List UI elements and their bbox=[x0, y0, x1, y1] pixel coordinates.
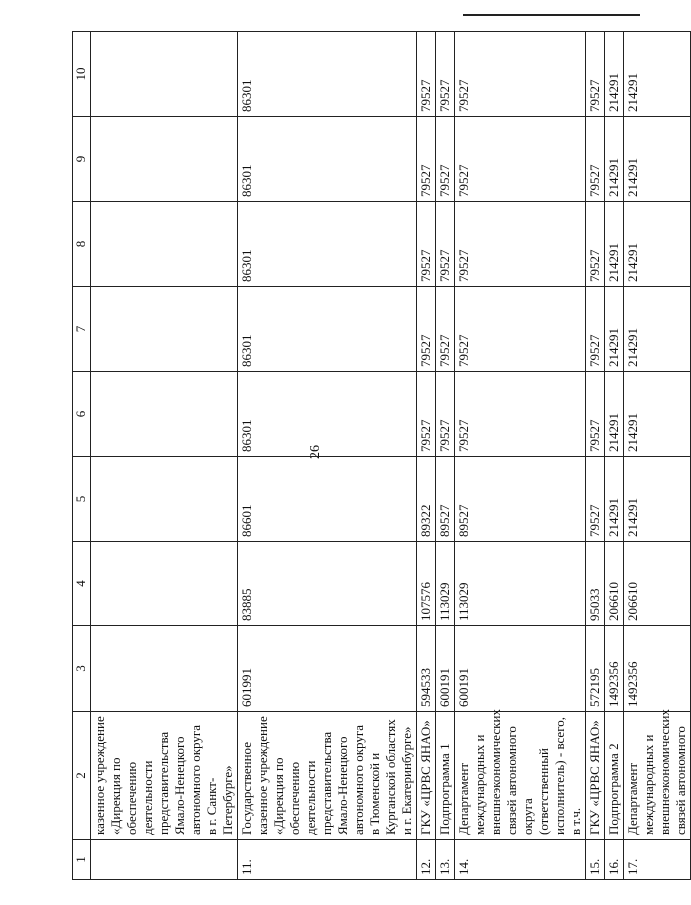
value-cell bbox=[91, 117, 238, 202]
value-cell: 79527 bbox=[417, 287, 436, 372]
table-row bbox=[455, 32, 586, 880]
value-cell bbox=[91, 542, 238, 626]
header-cell: 3 bbox=[73, 626, 91, 712]
value-cell: 107576 bbox=[417, 542, 436, 626]
value-cell: 89527 bbox=[455, 457, 586, 542]
value-cell bbox=[91, 287, 238, 372]
value-cell: 206610 bbox=[624, 542, 691, 626]
value-cell: 79527 bbox=[586, 287, 605, 372]
value-cell: 79527 bbox=[455, 372, 586, 457]
value-cell: 86301 bbox=[238, 117, 417, 202]
row-label-cell: ГКУ «ЦРВС ЯНАО» bbox=[417, 712, 436, 840]
value-cell: 594533 bbox=[417, 626, 436, 712]
value-cell: 79527 bbox=[455, 32, 586, 117]
value-cell: 79527 bbox=[436, 372, 455, 457]
value-cell: 214291 bbox=[605, 287, 624, 372]
value-cell: 95033 bbox=[586, 542, 605, 626]
value-cell bbox=[91, 202, 238, 287]
value-cell: 79527 bbox=[436, 117, 455, 202]
value-cell: 86301 bbox=[238, 372, 417, 457]
header-cell: 5 bbox=[73, 457, 91, 542]
value-cell: 79527 bbox=[436, 202, 455, 287]
value-cell: 214291 bbox=[624, 287, 691, 372]
value-cell: 79527 bbox=[455, 117, 586, 202]
value-cell: 214291 bbox=[624, 202, 691, 287]
value-cell: 79527 bbox=[417, 202, 436, 287]
value-cell: 214291 bbox=[605, 372, 624, 457]
header-cell: 10 bbox=[73, 32, 91, 117]
table-row bbox=[238, 32, 417, 880]
value-cell: 79527 bbox=[417, 372, 436, 457]
value-cell: 79527 bbox=[436, 287, 455, 372]
value-cell: 214291 bbox=[605, 202, 624, 287]
row-number-cell: 14. bbox=[455, 840, 586, 880]
row-number-cell: 12. bbox=[417, 840, 436, 880]
table-row bbox=[605, 32, 624, 880]
value-cell: 572195 bbox=[586, 626, 605, 712]
page-number: 26 bbox=[308, 445, 323, 459]
value-cell: 83885 bbox=[238, 542, 417, 626]
table-row bbox=[586, 32, 605, 880]
value-cell: 89527 bbox=[436, 457, 455, 542]
row-label-cell: Департамент международных и внешнеэкономических связей автономного bbox=[624, 712, 691, 840]
value-cell: 1492356 bbox=[624, 626, 691, 712]
header-cell: 9 bbox=[73, 117, 91, 202]
header-cell: 4 bbox=[73, 542, 91, 626]
row-number-cell: 16. bbox=[605, 840, 624, 880]
value-cell bbox=[91, 372, 238, 457]
value-cell: 86301 bbox=[238, 202, 417, 287]
row-label-cell: казенное учреждение «Дирекция по обеспечению деятельности представительства Ямало-Ненецкого автономного округа в г. Санкт-Петербурге» bbox=[91, 712, 238, 840]
value-cell: 86301 bbox=[238, 32, 417, 117]
row-label-cell: ГКУ «ЦРВС ЯНАО» bbox=[586, 712, 605, 840]
value-cell: 214291 bbox=[624, 372, 691, 457]
value-cell: 79527 bbox=[586, 457, 605, 542]
header-cell: 6 bbox=[73, 372, 91, 457]
value-cell: 113029 bbox=[455, 542, 586, 626]
value-cell: 601991 bbox=[238, 626, 417, 712]
row-label-cell: Подпрограмма 1 bbox=[436, 712, 455, 840]
value-cell: 600191 bbox=[436, 626, 455, 712]
value-cell: 214291 bbox=[605, 32, 624, 117]
value-cell: 214291 bbox=[605, 457, 624, 542]
rotated-table-container bbox=[72, 32, 688, 880]
table-row bbox=[417, 32, 436, 880]
header-cell: 8 bbox=[73, 202, 91, 287]
value-cell: 79527 bbox=[417, 32, 436, 117]
row-number-cell: 11. bbox=[238, 840, 417, 880]
value-cell: 79527 bbox=[455, 202, 586, 287]
table-row bbox=[91, 32, 238, 880]
row-number-cell bbox=[91, 840, 238, 880]
value-cell: 89322 bbox=[417, 457, 436, 542]
value-cell: 79527 bbox=[586, 117, 605, 202]
table-header-row bbox=[73, 32, 91, 880]
value-cell bbox=[91, 626, 238, 712]
header-cell: 2 bbox=[73, 712, 91, 840]
value-cell bbox=[91, 32, 238, 117]
value-cell: 79527 bbox=[417, 117, 436, 202]
scan-border-line bbox=[463, 14, 640, 16]
value-cell: 214291 bbox=[605, 117, 624, 202]
row-number-cell: 17. bbox=[624, 840, 691, 880]
value-cell: 214291 bbox=[624, 117, 691, 202]
row-label-cell: Департамент международных и внешнеэкономических связей автономного округа (ответственный исполнитель) - всего, в т.ч. bbox=[455, 712, 586, 840]
value-cell: 86301 bbox=[238, 287, 417, 372]
value-cell: 79527 bbox=[455, 287, 586, 372]
value-cell bbox=[91, 457, 238, 542]
value-cell: 79527 bbox=[586, 202, 605, 287]
table-row bbox=[624, 32, 691, 880]
value-cell: 214291 bbox=[624, 457, 691, 542]
value-cell: 214291 bbox=[624, 32, 691, 117]
value-cell: 113029 bbox=[436, 542, 455, 626]
value-cell: 79527 bbox=[586, 32, 605, 117]
row-label-cell: Государственное казенное учреждение «Дирекция по обеспечению деятельности представительства Ямало-Ненецкого автономного округа в Тюменской и Курганской областях и г. Екатеринбурге» bbox=[238, 712, 417, 840]
value-cell: 1492356 bbox=[605, 626, 624, 712]
value-cell: 79527 bbox=[586, 372, 605, 457]
value-cell: 206610 bbox=[605, 542, 624, 626]
value-cell: 86601 bbox=[238, 457, 417, 542]
row-label-cell: Подпрограмма 2 bbox=[605, 712, 624, 840]
value-cell: 79527 bbox=[436, 32, 455, 117]
header-cell: 7 bbox=[73, 287, 91, 372]
header-cell: 1 bbox=[73, 840, 91, 880]
row-number-cell: 15. bbox=[586, 840, 605, 880]
value-cell: 600191 bbox=[455, 626, 586, 712]
budget-table bbox=[72, 31, 691, 880]
row-number-cell: 13. bbox=[436, 840, 455, 880]
table-row bbox=[436, 32, 455, 880]
